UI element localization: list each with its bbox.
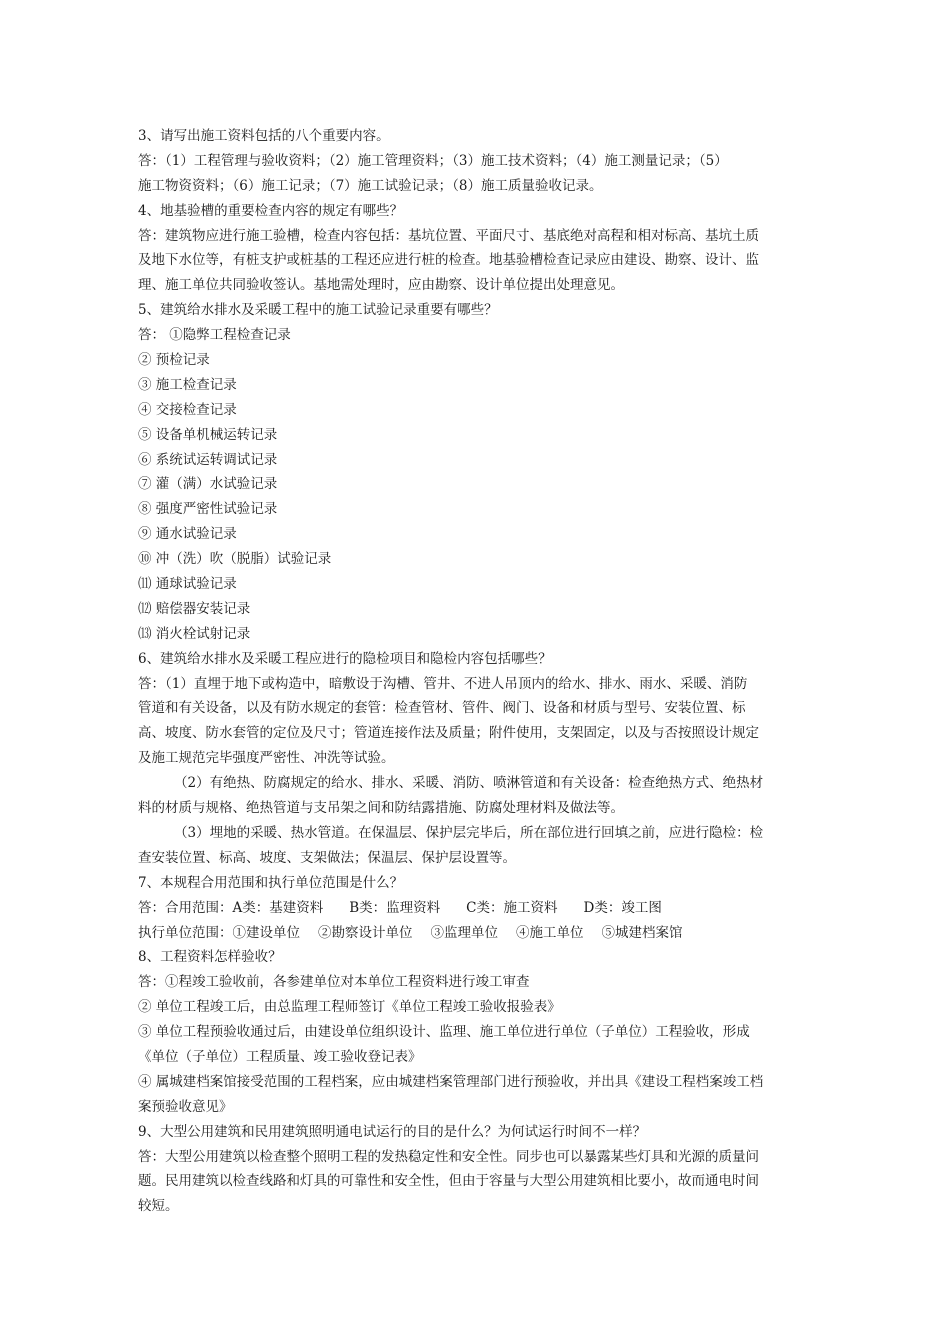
scope-item: D类：竣工图 [583,899,662,916]
question-5: 5、建筑给水排水及采暖工程中的施工试验记录重要有哪些？ [138,302,498,319]
answer-9-line: 题。民用建筑以检查线路和灯具的可靠性和安全性，但由于容量与大型公用建筑相比要小，故而通电时间 [138,1173,759,1190]
answer-5-item: ⑤ 设备单机械运转记录 [138,426,278,443]
answer-9-line: 答：大型公用建筑以检查整个照明工程的发热稳定性和安全性。同步也可以暴露某些灯具和光源的质量问 [138,1148,759,1165]
answer-5-item: ⑧ 强度严密性试验记录 [138,501,278,518]
question-6: 6、建筑给水排水及采暖工程应进行的隐检项目和隐检内容包括哪些？ [138,650,552,667]
answer-5-item: ⑦ 灌（满）水试验记录 [138,476,278,493]
answer-8-line: ③ 单位工程预验收通过后，由建设单位组织设计、监理、施工单位进行单位（子单位）工程验收，形成 [138,1024,750,1041]
question-4: 4、地基验槽的重要检查内容的规定有哪些？ [138,202,404,219]
answer-5-item: ⑿ 赔偿器安装记录 [138,600,251,617]
answer-6-para2-line: 料的材质与规格、绝热管道与支吊架之间和防结露措施、防腐处理材料及做法等。 [138,800,624,817]
unit-item: ②勘察设计单位 [318,924,413,941]
answer-6-line: 及施工规范完毕强度严密性、冲洗等试验。 [138,750,395,767]
question-3: 3、请写出施工资料包括的八个重要内容。 [138,128,390,144]
answer-9-line: 较短。 [138,1198,179,1215]
unit-item: ①建设单位 [232,924,300,941]
scope-item: C类：施工资料 [466,899,558,916]
answer-6-para3-line: 查安装位置、标高、坡度、支架做法；保温层、保护层设置等。 [138,849,516,866]
answer-5-item: ⑥ 系统试运转调试记录 [138,451,278,468]
answer-6-para3-line: （3）埋地的采暖、热水管道。在保温层、保护层完毕后，所在部位进行回填之前，应进行隐检：检 [174,824,764,841]
answer-6-line: 答：（1）直埋于地下或构造中，暗敷设于沟槽、管井、不进人吊顶内的给水、排水、雨水、采暖、消防 [138,675,748,692]
answer-5-item: ③ 施工检查记录 [138,376,237,393]
answer-4-line: 理、施工单位共同验收签认。基地需处理时，应由勘察、设计单位提出处理意见。 [138,277,624,294]
units-prefix: 执行单位范围： [138,924,233,941]
unit-item: ⑤城建档案馆 [601,924,683,941]
answer-4-line: 答：建筑物应进行施工验槽，检查内容包括：基坑位置、平面尺寸、基底绝对高程和相对标高、基坑土质 [138,227,759,244]
answer-5-item: ⑩ 冲（洗）吹（脱脂）试验记录 [138,551,332,568]
scope-item: A类：基建资料 [232,899,324,916]
answer-7-scope [138,896,806,921]
answer-5-item: ⑾ 通球试验记录 [138,576,237,593]
answer-6-line: 管道和有关设备，以及有防水规定的套管：检查管材、管件、阀门、设备和材质与型号、安装位置、标 [138,700,746,717]
scope-prefix: 答：合用范围： [138,899,233,916]
answer-5-item: ⑨ 通水试验记录 [138,526,237,543]
question-9: 9、大型公用建筑和民用建筑照明通电试运行的目的是什么？为何试运行时间不一样？ [138,1123,647,1140]
answer-7-units [138,921,806,946]
scope-item: B类：监理资料 [349,899,441,916]
answer-8-line: 《单位（子单位）工程质量、竣工验收登记表》 [138,1048,422,1065]
answer-5-item: ② 预检记录 [138,352,210,369]
question-8: 8、工程资料怎样验收？ [138,949,282,966]
answer-5-item: ④ 交接检查记录 [138,401,237,418]
answer-5-item: 答： ①隐弊工程检查记录 [138,327,291,344]
answer-8-line: ④ 属城建档案馆接受范围的工程档案，应由城建档案管理部门进行预验收，并出具《建设工程档案竣工档 [138,1073,764,1090]
document-page [138,124,806,1219]
answer-8-line: ② 单位工程竣工后，由总监理工程师签订《单位工程竣工验收报验表》 [138,999,561,1016]
answer-8-line: 案预验收意见》 [138,1098,233,1115]
answer-5-item: ⒀ 消火栓试射记录 [138,625,251,642]
answer-6-para2-line: （2）有绝热、防腐规定的给水、排水、采暖、消防、喷淋管道和有关设备：检查绝热方式、绝热材 [174,775,764,792]
unit-item: ④施工单位 [516,924,584,941]
answer-6-line: 高、坡度、防水套管的定位及尺寸；管道连接作法及质量；附件使用，支架固定，以及与否按照设计规定 [138,725,759,742]
unit-item: ③监理单位 [430,924,498,941]
answer-3-line: 施工物资资料；（6）施工记录；（7）施工试验记录；（8）施工质量验收记录。 [138,177,603,194]
answer-8-line: 答：①程竣工验收前，各参建单位对本单位工程资料进行竣工审查 [138,974,530,991]
answer-4-line: 及地下水位等，有桩支护或桩基的工程还应进行桩的检查。地基验槽检查记录应由建设、勘察、设计、监 [138,252,759,269]
answer-3-line: 答：（1）工程管理与验收资料；（2）施工管理资料；（3）施工技术资料；（4）施工测量记录；（5） [138,152,728,169]
question-7: 7、本规程合用范围和执行单位范围是什么？ [138,874,404,891]
